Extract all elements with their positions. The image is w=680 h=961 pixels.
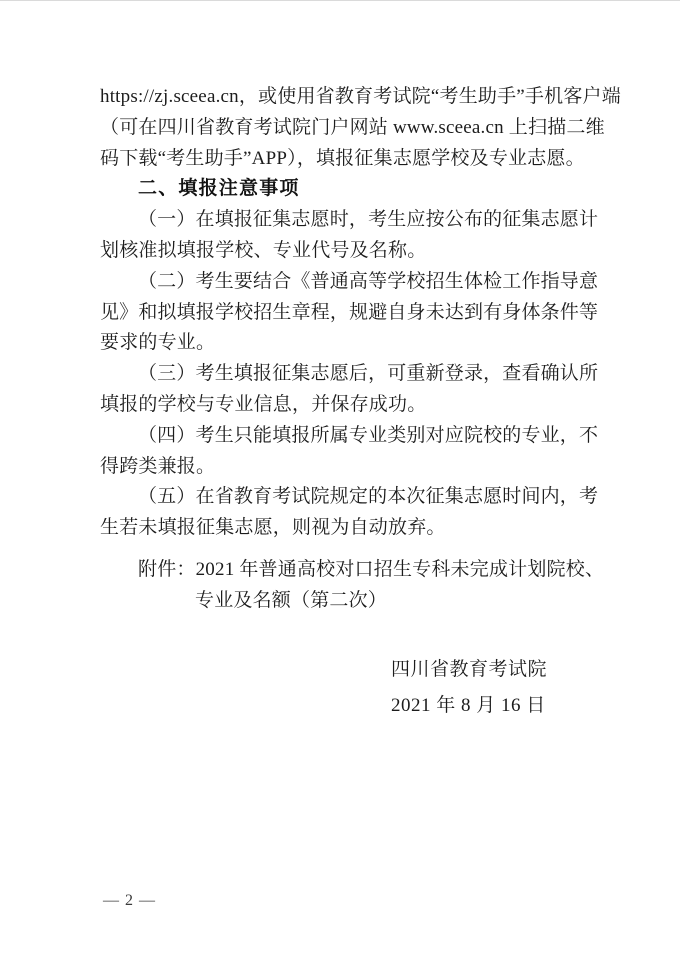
signature-block [391,652,547,724]
body-line: 要求的专业。 [100,332,216,354]
body-line: （五）在省教育考试院规定的本次征集志愿时间内，考 [138,486,598,508]
body-line: （一）在填报征集志愿时，考生应按公布的征集志愿计 [138,209,598,231]
issuer-name: 四川省教育考试院 [391,659,548,680]
issue-date: 2021 年 8 月 16 日 [391,695,546,716]
body-line: 生若未填报征集志愿，则视为自动放弃。 [100,517,446,539]
section-heading: 二、填报注意事项 [138,178,300,200]
attachment-block [100,555,605,617]
body-line: 划核准拟填报学校、专业代号及名称。 [100,239,427,261]
body-line: https://zj.sceea.cn，或使用省教育考试院“考生助手”手机客户端 [100,86,621,107]
body-line: （二）考生要结合《普通高等学校招生体检工作指导意 [138,270,598,292]
body-line: （四）考生只能填报所属专业类别对应院校的专业，不 [138,424,598,446]
scan-top-edge-line [0,0,680,1]
body-line: （可在四川省教育考试院门户网站 www.sceea.cn 上扫描二维 [100,116,605,138]
page-number: — 2 — [103,892,156,909]
document-body [100,82,621,544]
attachment-line: 专业及名额（第二次） [195,589,388,611]
body-line: 填报的学校与专业信息，并保存成功。 [100,393,427,415]
body-line: 得跨类兼报。 [100,455,216,477]
attachment-line: 附件：2021 年普通高校对口招生专科未完成计划院校、 [138,559,605,580]
body-line: 见》和拟填报学校招生章程，规避自身未达到有身体条件等 [100,301,598,323]
body-line: （三）考生填报征集志愿后，可重新登录，查看确认所 [138,363,598,385]
body-line: 码下载“考生助手”APP），填报征集志愿学校及专业志愿。 [100,147,585,169]
